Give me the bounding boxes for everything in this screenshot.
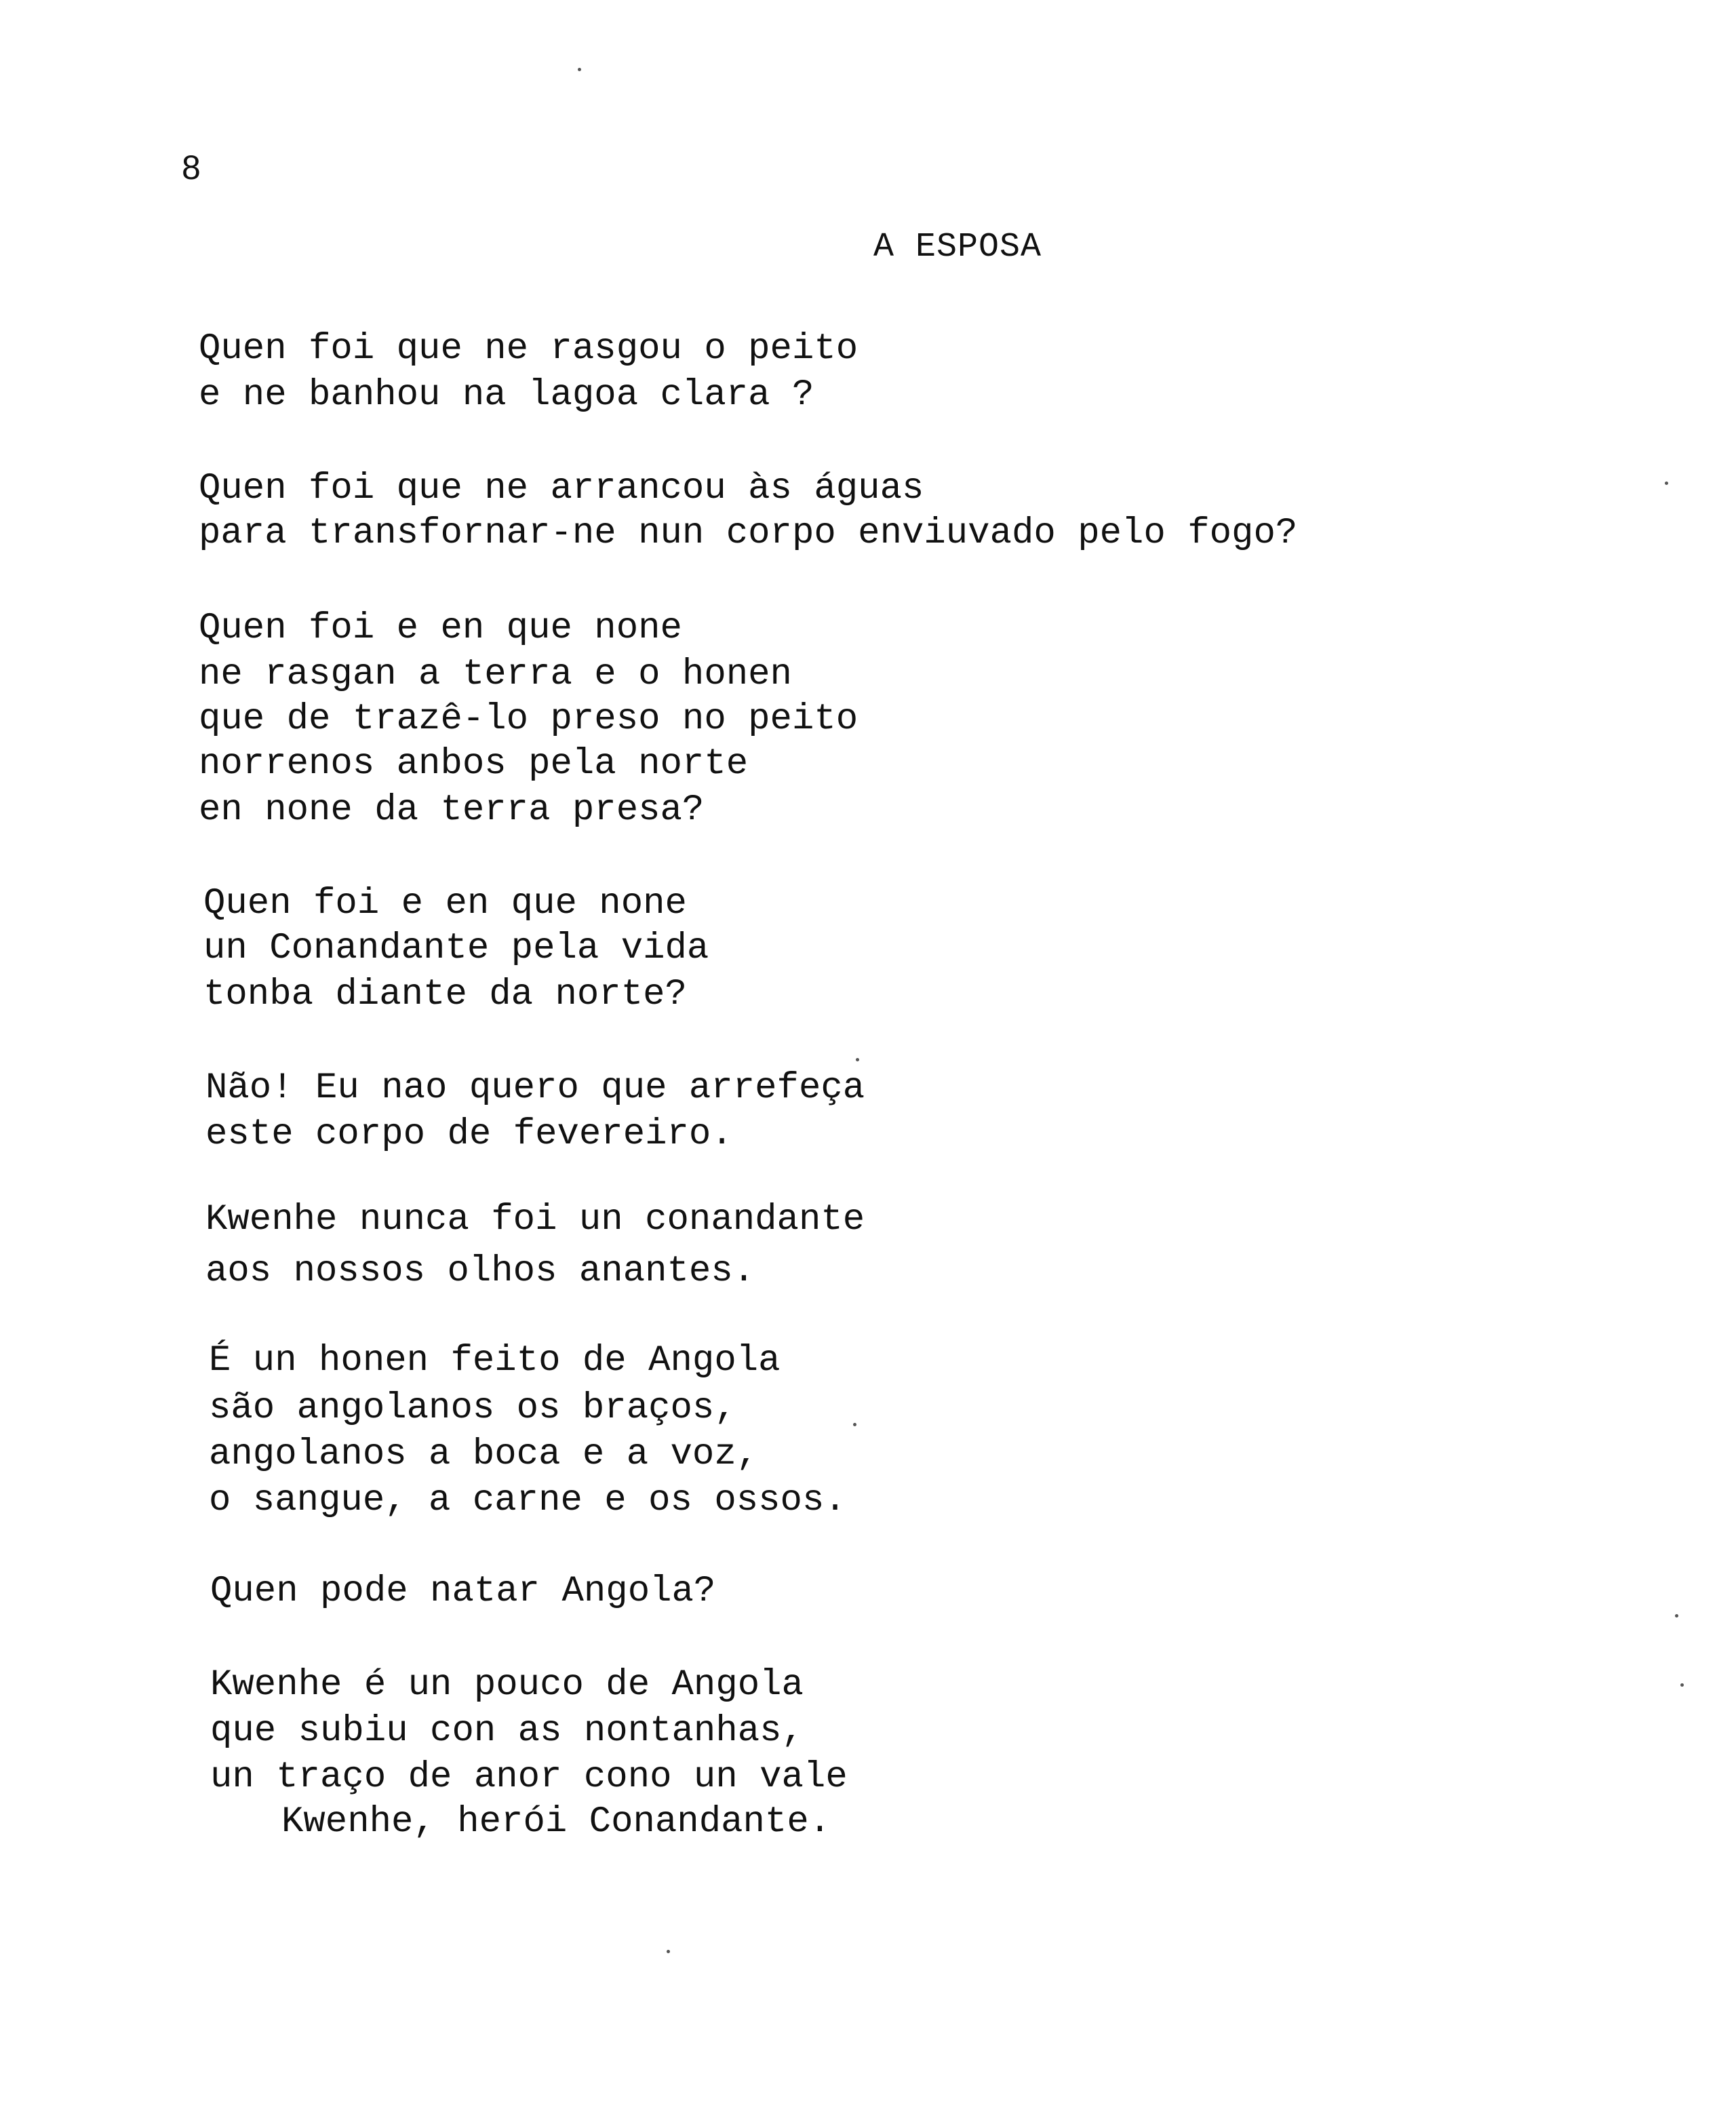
poem-line: Kwenhe, herói Conandante. [281,1801,831,1843]
poem-line: Quen foi e en que none [203,883,687,924]
poem-line: tonba diante da norte? [203,974,687,1015]
scan-speck [667,1950,670,1953]
poem-line: que de trazê-lo preso no peito [199,699,859,740]
poem-line: Quen foi que ne rasgou o peito [199,328,859,370]
poem-line: Quen foi e en que none [199,608,682,649]
poem-line: Quen pode natar Angola? [210,1571,716,1612]
poem-line: aos nossos olhos anantes. [205,1251,755,1292]
poem-line: en none da terra presa? [199,789,705,831]
scan-speck [853,1423,856,1426]
poem-title: A ESPOSA [873,228,1042,267]
poem-line: un traço de anor cono un vale [210,1757,848,1798]
scan-speck [856,1058,859,1061]
scan-speck [578,68,581,71]
scan-speck [1680,1683,1684,1687]
poem-line: ne rasgan a terra e o honen [199,654,792,695]
poem-line: o sangue, a carne e os ossos. [209,1480,846,1521]
poem-line: É un honen feito de Angola [209,1340,781,1382]
page-number: 8 [182,149,201,187]
poem-line: são angolanos os braços, [209,1388,736,1429]
poem-line: para transfornar-ne nun corpo enviuvado pelo fogo? [199,513,1298,554]
poem-line: e ne banhou na lagoa clara ? [199,374,814,416]
scan-speck [1675,1614,1678,1618]
poem-line: norrenos anbos pela norte [199,743,749,785]
poem-line: angolanos a boca e a voz, [209,1434,759,1475]
poem-line: Quen foi que ne arrancou às águas [199,468,924,509]
poem-line: que subiu con as nontanhas, [210,1710,804,1752]
poem-line: Kwenhe é un pouco de Angola [210,1664,804,1706]
poem-line: un Conandante pela vida [203,928,709,969]
poem-line: este corpo de fevereiro. [205,1114,733,1155]
poem-line: Não! Eu nao quero que arrefeça [205,1067,865,1109]
scan-speck [1665,482,1668,485]
poem-line: Kwenhe nunca foi un conandante [205,1199,865,1240]
